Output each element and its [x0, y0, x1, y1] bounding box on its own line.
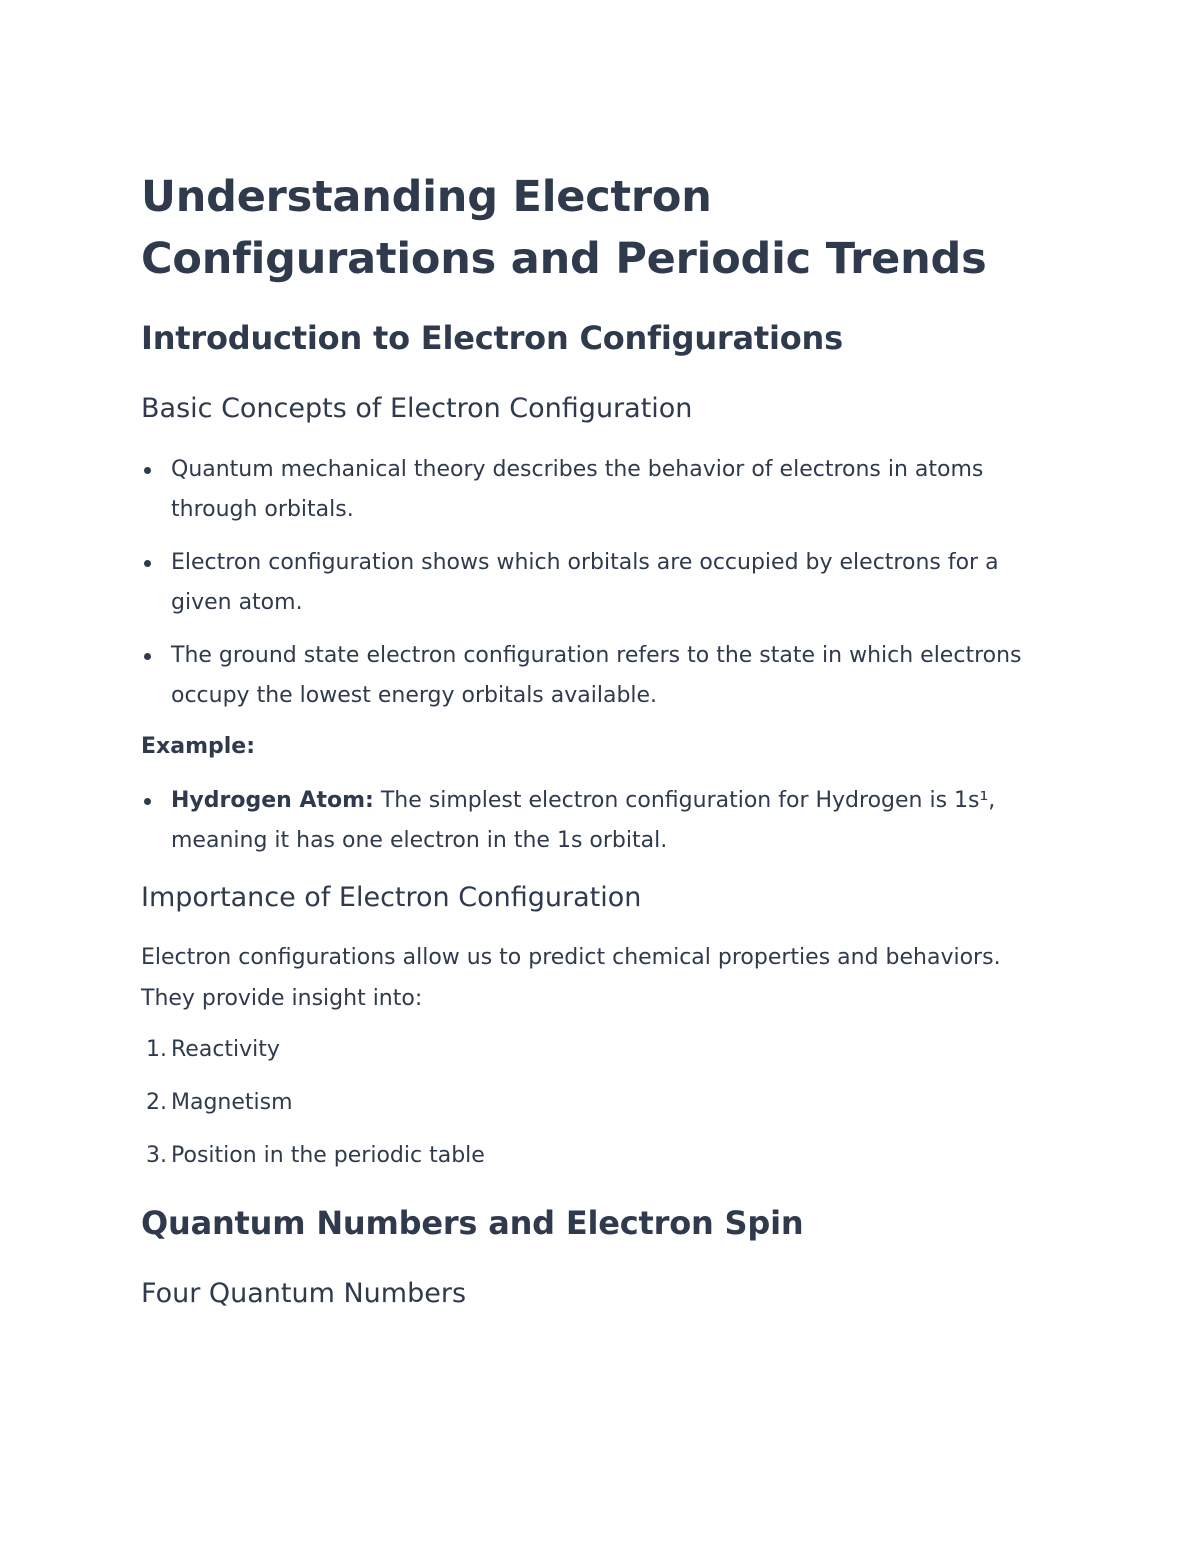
bullet-icon	[144, 467, 151, 474]
list-item	[141, 450, 1061, 530]
list-item-text: The ground state electron configuration refers to the state in which electrons occupy the lowest energy orbitals available.	[171, 643, 1022, 708]
example-list	[141, 781, 1061, 874]
list-item	[141, 1083, 485, 1123]
list-marker: 1.	[146, 1037, 167, 1062]
heading-four-quantum-numbers: Four Quantum Numbers	[141, 1278, 467, 1309]
basic-concepts-list	[141, 450, 1061, 729]
heading-introduction: Introduction to Electron Configurations	[141, 319, 843, 357]
heading-basic-concepts: Basic Concepts of Electron Configuration	[141, 393, 693, 424]
list-item-text: Electron configuration shows which orbitals are occupied by electrons for a given atom.	[171, 550, 999, 615]
list-item-text: Reactivity	[171, 1037, 280, 1062]
heading-importance: Importance of Electron Configuration	[141, 882, 642, 913]
list-item-text: Quantum mechanical theory describes the behavior of electrons in atoms through orbitals.	[171, 457, 984, 522]
heading-quantum-numbers: Quantum Numbers and Electron Spin	[141, 1204, 804, 1242]
list-item	[141, 1136, 485, 1176]
list-marker: 2.	[146, 1090, 167, 1115]
list-item-text: Magnetism	[171, 1090, 293, 1115]
example-label: Example:	[141, 734, 255, 759]
bullet-icon	[144, 653, 151, 660]
list-item	[141, 781, 1061, 861]
example-term: Hydrogen Atom:	[171, 788, 374, 813]
importance-paragraph: Electron configurations allow us to predict chemical properties and behaviors. They provide insight into:	[141, 945, 1001, 1011]
list-item	[141, 636, 1061, 716]
bullet-icon	[144, 798, 151, 805]
list-item	[141, 543, 1061, 623]
bullet-icon	[144, 560, 151, 567]
page-title: Understanding Electron Configurations and Periodic Trends	[141, 172, 987, 284]
importance-list	[141, 1030, 485, 1189]
list-item	[141, 1030, 485, 1070]
list-marker: 3.	[146, 1143, 167, 1168]
example-text: The simplest electron configuration for Hydrogen is 1s¹, meaning it has one electron in the 1s orbital.	[171, 788, 996, 853]
list-item-text: Position in the periodic table	[171, 1143, 485, 1168]
